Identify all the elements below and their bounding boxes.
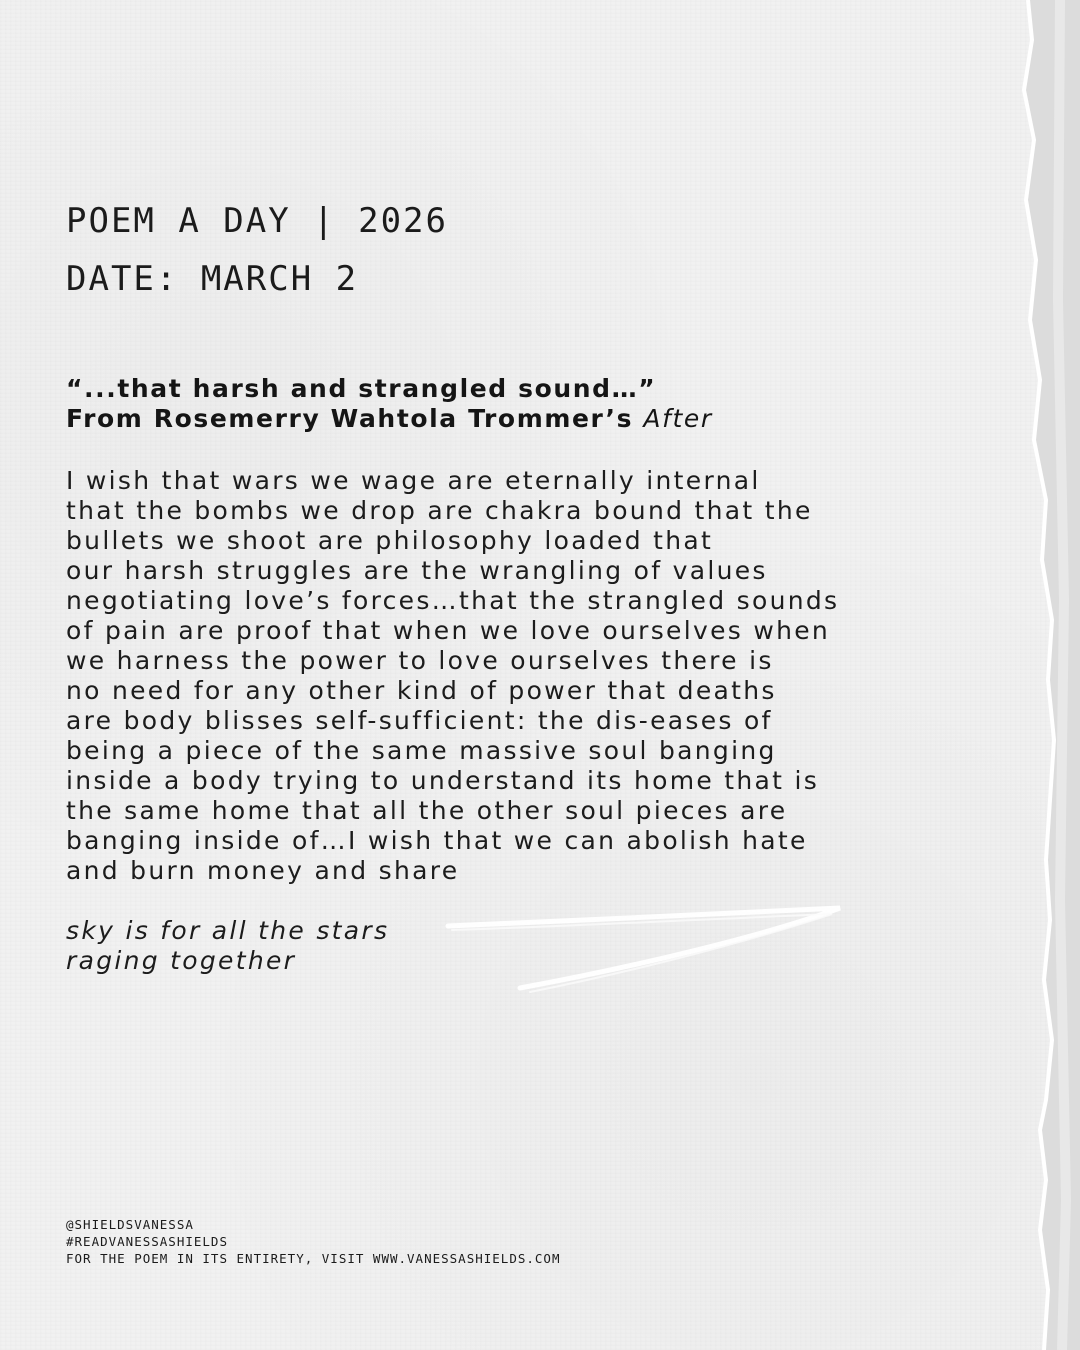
poem-line: that the bombs we drop are chakra bound that the: [66, 496, 813, 525]
closing-line: sky is for all the stars: [66, 916, 390, 945]
epigraph: [66, 374, 713, 434]
epigraph-attribution-line: [66, 404, 713, 434]
poem-line: inside a body trying to understand its home that is: [66, 766, 820, 795]
poem-line: negotiating love’s forces…that the strangled sounds: [66, 586, 840, 615]
poem-line: of pain are proof that when we love ourselves when: [66, 616, 831, 645]
poem-line: and burn money and share: [66, 856, 460, 885]
epigraph-quote: “...that harsh and strangled sound…”: [66, 374, 657, 403]
poem-line: we harness the power to love ourselves there is: [66, 646, 774, 675]
poem-line: being a piece of the same massive soul banging: [66, 736, 777, 765]
torn-paper-edge: [1000, 0, 1080, 1350]
poem-line: our harsh struggles are the wrangling of values: [66, 556, 768, 585]
poem-line: banging inside of…I wish that we can abolish hate: [66, 826, 808, 855]
epigraph-source-title: After: [643, 404, 713, 433]
poem-line: bullets we shoot are philosophy loaded that: [66, 526, 714, 555]
poem-body: [66, 466, 839, 886]
poem-line: I wish that wars we wage are eternally internal: [66, 466, 761, 495]
poem-date: DATE: MARCH 2: [66, 259, 359, 299]
poem-closing: [66, 916, 389, 976]
hashtag: #READVANESSASHIELDS: [66, 1234, 228, 1249]
footer: [66, 1216, 561, 1267]
poem-line: are body blisses self-sufficient: the dis-eases of: [66, 706, 773, 735]
series-title: POEM A DAY | 2026: [66, 201, 448, 241]
poem-line: the same home that all the other soul pieces are: [66, 796, 788, 825]
epigraph-attribution: From Rosemerry Wahtola Trommer’s: [66, 404, 634, 433]
header: [66, 192, 448, 308]
white-brush-scribble: [440, 896, 860, 1006]
social-handle: @SHIELDSVANESSA: [66, 1217, 194, 1232]
website-note: FOR THE POEM IN ITS ENTIRETY, VISIT WWW.VANESSASHIELDS.COM: [66, 1251, 561, 1266]
poem-line: no need for any other kind of power that deaths: [66, 676, 777, 705]
closing-line: raging together: [66, 946, 297, 975]
